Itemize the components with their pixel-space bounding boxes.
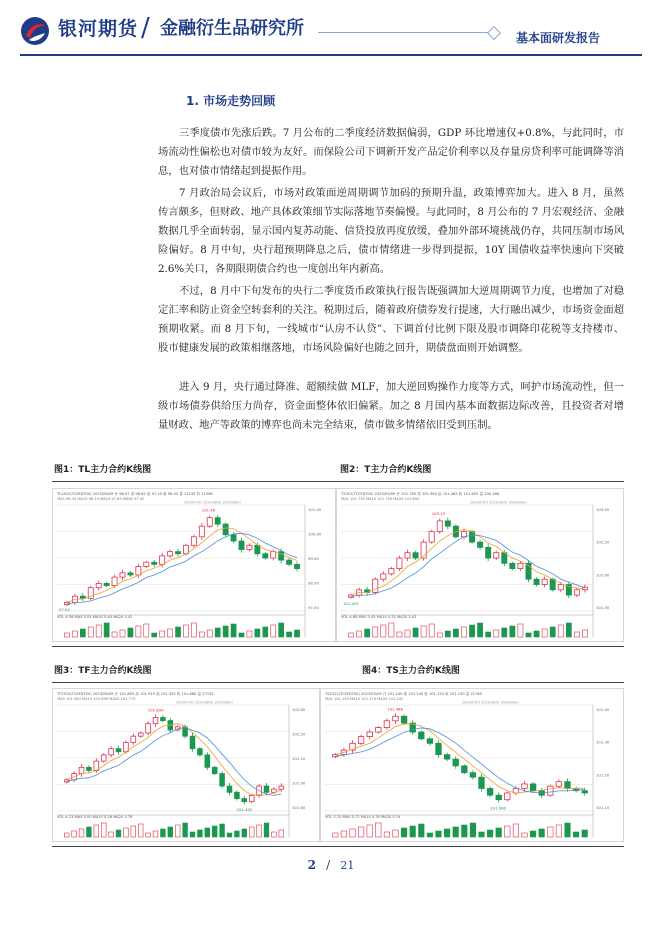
volume-bar xyxy=(175,825,180,837)
volume-bar xyxy=(582,830,588,837)
candle-body xyxy=(381,574,386,579)
volume-bar xyxy=(550,627,555,637)
volume-bar xyxy=(112,632,117,637)
volume-bar xyxy=(64,633,69,637)
figure-3-chart xyxy=(52,688,320,842)
volume-bar xyxy=(397,632,402,637)
candle-body xyxy=(212,767,217,773)
high-label: 101.486 xyxy=(387,706,403,712)
volume-bar xyxy=(548,827,554,837)
candle-body xyxy=(565,782,571,789)
volume-bar xyxy=(88,627,93,637)
candle-body xyxy=(279,786,284,789)
candle-body xyxy=(373,579,378,592)
paragraph-4: 进入 9 月，央行通过降准、超额续做 MLF，加大逆回购操作力度等方式，呵护市场流动性，但一级市场债券供给压力尚存，资金面整体依旧偏紧。加之 8 月国内基本面数据边际改善，且投资者对增量财政、地产等政策的博弈也尚未完全结束，债市做多情绪依旧受到压制。 xyxy=(158,381,624,431)
figure-2-title: 图2：T主力合约K线图 xyxy=(340,465,432,475)
volume-bar xyxy=(191,623,196,637)
volume-bar xyxy=(437,633,442,637)
volume-bar xyxy=(358,827,364,837)
volume-bar xyxy=(183,625,188,637)
candle-body xyxy=(239,541,244,549)
candle-body xyxy=(558,585,563,590)
chart-legend-top: TF2312(TC0FDT00) 2023/06/09 开 101.893 高 101.915 低 101.355 收 101.660 量 27132 xyxy=(57,692,214,696)
volume-bar xyxy=(479,832,485,837)
volume-bar xyxy=(279,830,284,837)
volume-bar xyxy=(294,630,299,637)
candle-body xyxy=(413,553,418,558)
chart-date-label: 2023/07/01 2023/08/01 2023/09/01 xyxy=(462,700,520,705)
candle-body xyxy=(101,755,106,761)
volume-bar xyxy=(427,833,433,837)
volume-bar xyxy=(239,633,244,637)
high-label: 103.15 xyxy=(431,510,446,516)
y-tick-label: 98.00 xyxy=(308,580,319,586)
volume-bar xyxy=(94,825,99,837)
candle-body xyxy=(486,547,491,558)
volume-bar xyxy=(271,625,276,637)
candle-body xyxy=(79,767,84,773)
candle-body xyxy=(191,537,196,545)
candle-body xyxy=(518,563,523,568)
volume-bar xyxy=(419,824,425,837)
volume-bar xyxy=(573,832,579,837)
candle-body xyxy=(235,792,240,798)
chart-date-label: 2023/07/01 2023/08/01 2023/09/01 xyxy=(176,700,234,705)
volume-bar xyxy=(87,827,92,837)
volume-bar xyxy=(365,629,370,637)
candle-body xyxy=(437,521,442,532)
chart-date-label: 2023/07/01 2023/08/01 2023/09/01 xyxy=(470,500,528,505)
chart-date-label: 2023/07/01 2023/08/01 2023/09/01 xyxy=(184,500,242,505)
volume-bar xyxy=(341,831,347,837)
volume-bar xyxy=(376,823,382,837)
volume-legend: VOL 5.70 MA5 5.72 MA10 5.35 MA20 5.74 xyxy=(325,815,401,819)
y-tick-label: 101.30 xyxy=(596,739,610,745)
candle-body xyxy=(207,518,212,526)
volume-bar xyxy=(136,626,141,637)
candle-body xyxy=(542,579,547,584)
volume-bar xyxy=(429,624,434,637)
volume-bar xyxy=(444,829,450,837)
volume-bar xyxy=(168,629,173,637)
section-title: 1. 市场走势回顾 xyxy=(186,94,276,108)
candle-body xyxy=(405,553,410,558)
volume-bar xyxy=(287,632,292,637)
figure-rule-top-1 xyxy=(52,481,624,482)
candle-body xyxy=(264,786,269,792)
candle-body xyxy=(479,777,485,788)
page-header xyxy=(0,0,662,64)
low-label: 101.080 xyxy=(490,805,507,811)
volume-bar xyxy=(393,830,399,837)
candle-body xyxy=(530,784,536,791)
volume-bar xyxy=(350,829,356,837)
volume-bar xyxy=(160,631,165,637)
volume-bar xyxy=(333,833,339,837)
candle-body xyxy=(401,716,407,723)
volume-bar xyxy=(199,632,204,637)
volume-bar xyxy=(381,625,386,637)
volume-bar xyxy=(405,630,410,637)
y-tick-label: 103.00 xyxy=(596,507,610,512)
chart-legend-ma: MA5 101.155 MA10 101.174 MA20 101.242 xyxy=(325,697,404,701)
volume-bar xyxy=(487,830,493,837)
galaxy-logo-icon xyxy=(20,16,50,46)
candle-body xyxy=(358,737,364,744)
volume-bar xyxy=(367,825,373,837)
candle-body xyxy=(215,518,220,524)
volume-bar xyxy=(486,632,491,637)
candle-body xyxy=(112,577,117,585)
candle-body xyxy=(161,717,166,720)
candle-body xyxy=(427,739,433,744)
volume-bar xyxy=(131,826,136,837)
volume-bar xyxy=(522,833,528,837)
moving-average-line-2 xyxy=(335,728,584,793)
volume-bar xyxy=(249,827,254,837)
candle-body xyxy=(462,766,468,773)
volume-bar xyxy=(183,823,188,837)
page-separator: / xyxy=(326,858,331,872)
volume-bar xyxy=(357,631,362,637)
y-tick-label: 101.50 xyxy=(596,605,610,610)
y-tick-label: 102.00 xyxy=(596,572,610,578)
volume-bar xyxy=(505,826,511,837)
page-total: 21 xyxy=(340,859,355,872)
candle-body xyxy=(128,573,133,575)
volume-bar xyxy=(436,831,442,837)
candle-body xyxy=(444,755,450,760)
volume-bar xyxy=(235,831,240,837)
volume-bar xyxy=(79,829,84,837)
volume-bar xyxy=(384,832,390,837)
volume-bar xyxy=(124,828,129,837)
candle-body xyxy=(376,728,382,733)
volume-bar xyxy=(494,630,499,637)
volume-legend: VOL 4.23 MA5 5.00 MA10 5.28 MA20 5.78 xyxy=(57,815,133,819)
header-rule xyxy=(318,32,493,33)
figure-3-title: 图3：TF主力合约K线图 xyxy=(54,666,152,676)
volume-bar xyxy=(530,831,536,837)
volume-bar xyxy=(453,629,458,637)
low-label: 101.455 xyxy=(343,601,359,607)
candle-body xyxy=(393,716,399,721)
volume-bar xyxy=(462,825,468,837)
kline-svg xyxy=(337,489,623,641)
volume-bar xyxy=(574,632,579,637)
candle-body xyxy=(445,521,450,526)
candle-body xyxy=(247,545,252,549)
candle-body xyxy=(510,563,515,568)
chart-legend-top: TL2312(TC0FDT00) 2023/06/09 开 98.07 高 98.62 低 97.10 收 98.44 量 12135 持 21596 xyxy=(57,492,213,496)
volume-bar xyxy=(264,823,269,837)
volume-bar xyxy=(272,832,277,837)
candle-body xyxy=(556,782,562,787)
volume-bar xyxy=(565,823,571,837)
candle-body xyxy=(242,799,247,802)
volume-bar xyxy=(373,627,378,637)
candle-body xyxy=(367,732,373,737)
candle-body xyxy=(120,573,125,577)
candle-body xyxy=(294,564,299,568)
y-tick-label: 102.50 xyxy=(596,539,610,545)
y-tick-label: 101.20 xyxy=(596,772,610,778)
volume-bar xyxy=(205,828,210,837)
candle-body xyxy=(136,566,141,574)
volume-bar xyxy=(582,630,587,637)
y-tick-label: 99.00 xyxy=(308,556,319,561)
candle-body xyxy=(168,552,173,556)
high-label: 102.890 xyxy=(147,707,164,713)
volume-bar xyxy=(348,633,353,637)
volume-bar xyxy=(101,823,106,837)
candle-body xyxy=(249,795,254,801)
y-tick-label: 101.90 xyxy=(292,780,306,786)
kline-svg xyxy=(53,689,319,841)
volume-bar xyxy=(198,830,203,837)
moving-average-line-2 xyxy=(67,533,297,604)
chart-legend-ma: MA5 98.34 MA10 98.15 MA20 97.83 MA60 97.40 xyxy=(57,497,145,501)
volume-bar xyxy=(72,831,77,837)
volume-bar xyxy=(242,829,247,837)
header-divider xyxy=(20,54,642,56)
candle-body xyxy=(574,590,579,595)
candle-body xyxy=(175,552,180,554)
volume-bar xyxy=(109,832,114,837)
volume-bar xyxy=(168,827,173,837)
candle-body xyxy=(271,552,276,558)
page-number xyxy=(0,858,662,872)
chart-legend-top: T2312(TC0FDT00) 2023/05/09 开 101.785 高 101.960 低 101.465 收 101.605 量 100.186 xyxy=(341,492,500,496)
candle-body xyxy=(205,755,210,767)
volume-legend: VOL 4.58 MA5 5.05 MA10 5.44 MA20 5.42 xyxy=(57,615,133,619)
candle-body xyxy=(146,724,151,733)
volume-bar xyxy=(510,626,515,637)
volume-bar xyxy=(231,624,236,637)
y-tick-label: 101.00 xyxy=(308,507,322,512)
volume-bar xyxy=(146,833,151,837)
candle-body xyxy=(87,767,92,770)
candle-body xyxy=(223,524,228,535)
chart-legend-top: TS2312(TC0FDT00) 2023/05/09 开 101.140 高 101.145 低 101.120 收 101.130 量 21769 xyxy=(325,692,482,696)
paragraph-2: 7 月政治局会议后，市场对政策面逆周期调节加码的预期升温，政策博弈加大。进入 8 月，虽然传言颇多，但财政、地产具体政策细节实际落地节奏偏慢。与此同时，8 月公布的 7 月宏观经济、金融数据几乎全面转弱，显示国内复苏动能、信贷投放再度放缓，叠加外部环境挑战仍存，共同压制市场风险偏好。8 月中旬，央行超预期降息之后，债市情绪进一步得到提振，10Y 国债收益率快速向下突破 2.6%关口，各期限期债合约也一度创出年内新高。 xyxy=(158,187,624,275)
volume-bar xyxy=(227,833,232,837)
high-label: 101.46 xyxy=(201,507,216,513)
volume-bar xyxy=(558,625,563,637)
volume-bar xyxy=(257,825,262,837)
y-tick-label: 102.50 xyxy=(292,731,306,737)
low-label: 97.04 xyxy=(59,607,70,612)
volume-bar xyxy=(255,629,260,637)
volume-bar xyxy=(175,627,180,637)
low-label: 101.400 xyxy=(236,807,253,812)
candle-body xyxy=(550,579,555,590)
report-type: 基本面研发报告 xyxy=(516,31,601,45)
candle-body xyxy=(419,732,425,739)
volume-bar xyxy=(389,623,394,637)
figure-1-chart xyxy=(52,488,336,642)
figure-4-chart xyxy=(320,688,624,842)
diamond-icon xyxy=(487,26,501,40)
candle-body xyxy=(153,717,158,723)
figure-rule-bottom-2 xyxy=(52,846,624,847)
volume-bar xyxy=(556,825,562,837)
candle-body xyxy=(263,554,268,558)
y-tick-label: 102.20 xyxy=(292,756,306,761)
volume-bar xyxy=(138,824,143,837)
paragraph-1: 三季度债市先涨后跌。7 月公布的二季度经济数据偏弱，GDP 环比增速仅+0.8%，与此同时，市场流动性偏松也对债市较为友好。而保险公司下调新开发产品定价利率以及存量房贷利率可能调降等消息，也对债市情绪起到提振作用。 xyxy=(158,127,624,177)
volume-bar xyxy=(96,625,101,637)
volume-bar xyxy=(161,829,166,837)
candle-body xyxy=(470,773,476,778)
kline-svg xyxy=(53,489,335,641)
volume-bar xyxy=(144,624,149,637)
volume-bar xyxy=(104,623,109,637)
volume-bar xyxy=(215,628,220,637)
volume-bar xyxy=(470,823,476,837)
candle-body xyxy=(389,569,394,574)
candle-body xyxy=(160,556,165,564)
y-tick-label: 97.00 xyxy=(308,605,319,610)
volume-bar xyxy=(80,629,85,637)
volume-bar xyxy=(64,833,69,837)
candle-body xyxy=(522,784,528,789)
volume-bar xyxy=(413,628,418,637)
volume-bar xyxy=(534,631,539,637)
volume-bar xyxy=(461,627,466,637)
volume-bar xyxy=(410,826,416,837)
institute-name: 金融衍生品研究所 xyxy=(160,18,304,39)
volume-bar xyxy=(513,824,519,837)
candle-body xyxy=(227,786,232,792)
volume-bar xyxy=(212,826,217,837)
volume-bar xyxy=(478,623,483,637)
candle-body xyxy=(131,736,136,742)
y-tick-label: 100.00 xyxy=(308,531,322,537)
candle-body xyxy=(505,793,511,800)
volume-bar xyxy=(152,633,157,637)
moving-average-line xyxy=(67,528,297,603)
volume-bar xyxy=(72,631,77,637)
candle-body xyxy=(582,791,588,793)
volume-bar xyxy=(526,633,531,637)
candle-body xyxy=(548,786,554,795)
volume-bar xyxy=(401,828,407,837)
candle-body xyxy=(287,560,292,564)
volume-bar xyxy=(539,829,545,837)
volume-bar xyxy=(247,631,252,637)
candle-body xyxy=(534,579,539,584)
volume-bar xyxy=(496,828,502,837)
figure-rule-top-2 xyxy=(52,682,624,683)
candle-body xyxy=(478,542,483,547)
figure-2-chart xyxy=(336,488,624,642)
candle-body xyxy=(109,749,114,755)
chart-legend-ma: MA5 101.583 MA10 101.650 MA20 101.770 xyxy=(57,697,136,701)
volume-bar xyxy=(518,624,523,637)
header-separator: / xyxy=(141,13,150,43)
y-tick-label: 102.80 xyxy=(292,707,306,712)
volume-bar xyxy=(421,626,426,637)
kline-svg xyxy=(321,689,623,841)
volume-bar xyxy=(542,629,547,637)
brand-name: 银河期货 xyxy=(58,18,139,40)
candle-body xyxy=(152,562,157,564)
candle-body xyxy=(104,583,109,585)
candle-body xyxy=(453,759,459,766)
candle-body xyxy=(138,733,143,736)
candle-body xyxy=(436,743,442,754)
volume-legend: VOL 4.88 MA5 5.05 MA10 5.52 MA20 5.42 xyxy=(341,615,417,619)
candle-body xyxy=(144,562,149,566)
paragraph-3: 不过，8 月中下旬发布的央行二季度货币政策执行报告既强调加大逆周期调节力度，也增加了对稳定汇率和防止资金空转套利的关注。税期过后，随着政府债券发行提速，大行融出减少，市场资金面超预期收紧。而 8 月下旬，一线城市“认房不认贷”、下调首付比例下限及股市调降印花税等支持楼市、股市健康发展的政策相继落地，市场风险偏好也随之回升，期债盘面则开始调整。 xyxy=(158,285,624,354)
y-tick-label: 101.10 xyxy=(596,805,610,810)
figure-4-title: 图4：TS主力合约K线图 xyxy=(362,666,460,676)
candle-body xyxy=(384,721,390,728)
candle-body xyxy=(429,532,434,543)
volume-bar xyxy=(453,827,459,837)
volume-bar xyxy=(279,623,284,637)
candle-body xyxy=(255,545,260,553)
volume-bar xyxy=(445,631,450,637)
page-current: 2 xyxy=(307,858,316,872)
volume-bar xyxy=(207,630,212,637)
candle-body xyxy=(397,558,402,569)
volume-bar xyxy=(116,830,121,837)
candle-body xyxy=(198,749,203,755)
volume-bar xyxy=(502,628,507,637)
candle-body xyxy=(496,795,502,800)
candle-body xyxy=(494,553,499,558)
candle-body xyxy=(231,535,236,541)
candle-body xyxy=(487,788,493,795)
candle-body xyxy=(96,583,101,587)
volume-bar xyxy=(153,831,158,837)
volume-bar xyxy=(120,630,125,637)
y-tick-label: 101.40 xyxy=(596,707,610,712)
volume-bar xyxy=(223,626,228,637)
candle-body xyxy=(190,736,195,748)
volume-bar xyxy=(469,625,474,637)
volume-bar xyxy=(263,627,268,637)
figure-rule-bottom-1 xyxy=(52,646,624,647)
volume-bar xyxy=(128,628,133,637)
chart-legend-ma: MA5 101.735 MA10 101.750 MA20 101.650 xyxy=(341,497,420,501)
candle-body xyxy=(116,749,121,752)
volume-bar xyxy=(220,824,225,837)
candle-body xyxy=(220,774,225,786)
volume-bar xyxy=(190,832,195,837)
figure-1-title: 图1：TL主力合约K线图 xyxy=(54,465,152,475)
candle-body xyxy=(199,526,204,537)
volume-bar xyxy=(566,623,571,637)
y-tick-label: 101.60 xyxy=(292,805,306,810)
